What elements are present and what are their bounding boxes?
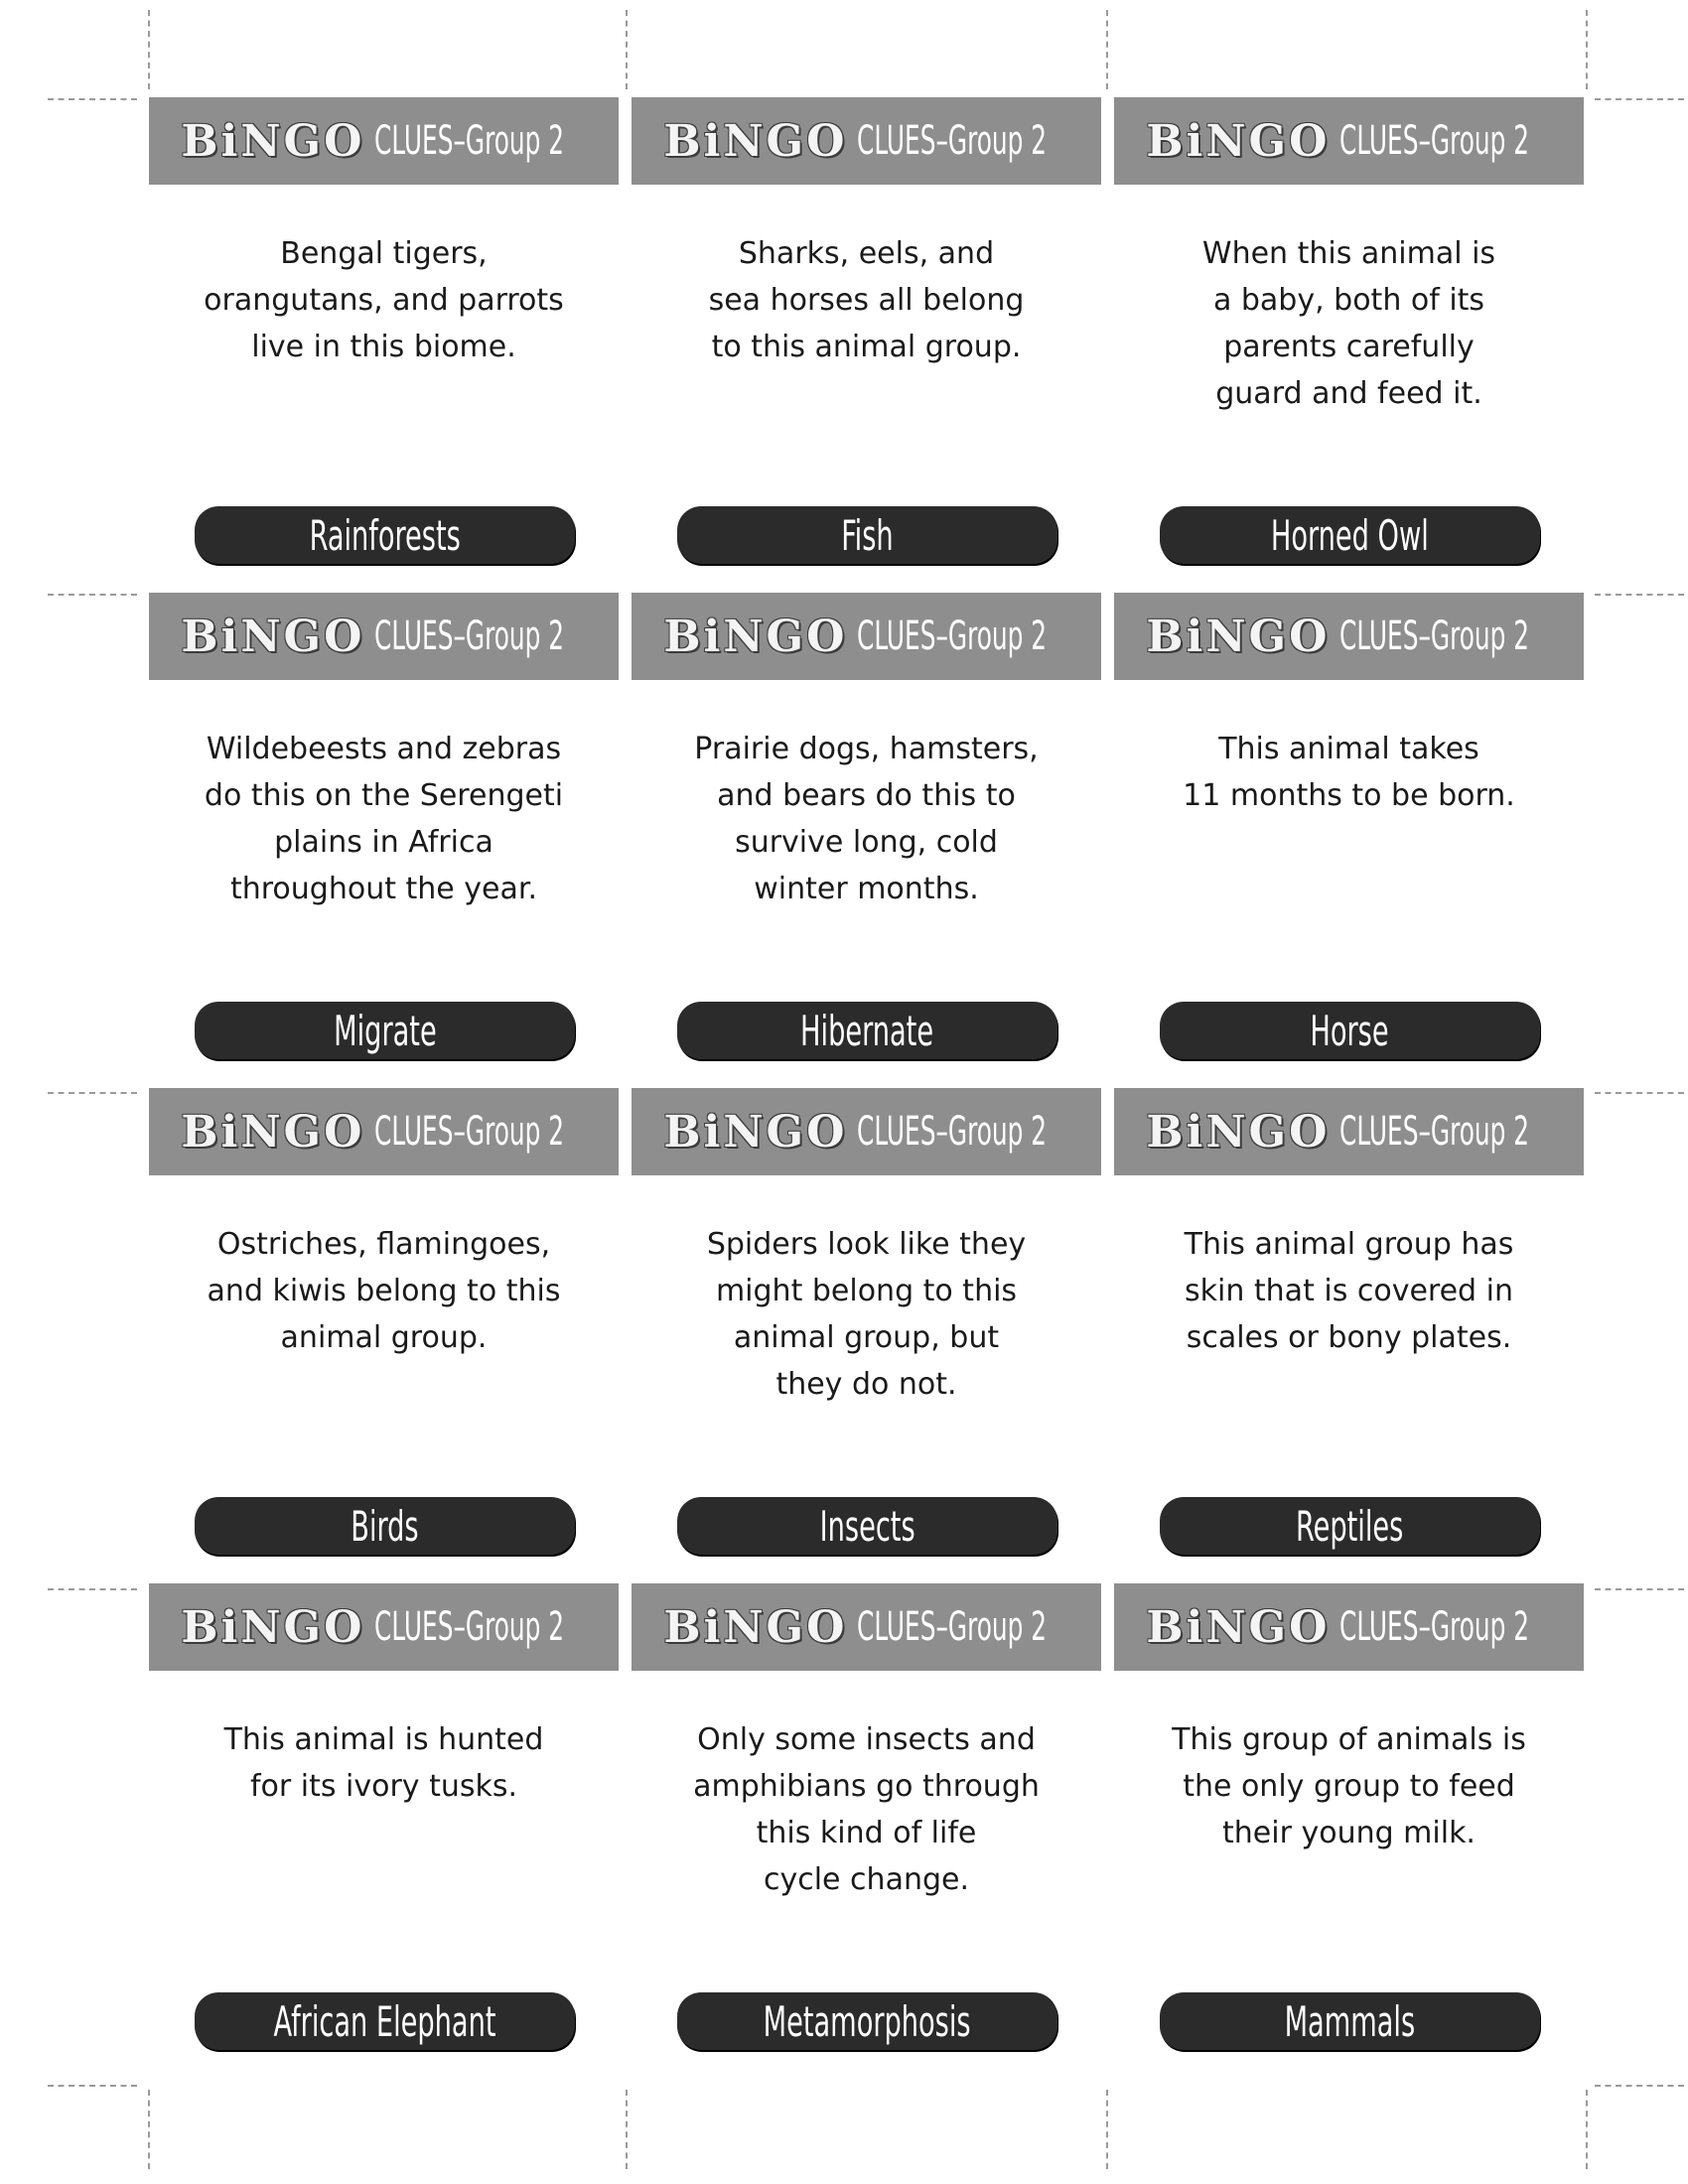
card-header [149, 1088, 619, 1175]
answer-badge [677, 1002, 1057, 1059]
clue-text: Prairie dogs, hamsters, and bears do this to survive long, cold winter months. [694, 732, 1039, 906]
cut-mark-left-3 [48, 1092, 137, 1094]
answer-badge [1160, 506, 1540, 564]
answer-badge [195, 1992, 575, 2050]
card-header [1114, 1583, 1584, 1671]
answer-badge [1160, 1002, 1540, 1059]
clues-group-label: CLUES–Group 2 [1339, 1604, 1530, 1650]
answer-label: Hibernate [800, 1006, 934, 1055]
bingo-logo: BiNGO [1146, 115, 1331, 167]
answer-badge [195, 1002, 575, 1059]
bingo-card [149, 97, 619, 593]
answer-badge [1160, 1497, 1540, 1555]
answer-label: Horse [1310, 1006, 1390, 1055]
bingo-card [149, 1583, 619, 2079]
card-header [149, 593, 619, 680]
bingo-logo: BiNGO [663, 115, 848, 167]
bingo-card [149, 593, 619, 1088]
cut-mark-bottom-1 [148, 2090, 150, 2169]
cut-mark-right-2 [1595, 594, 1684, 596]
bingo-card [632, 97, 1101, 593]
bingo-logo: BiNGO [663, 1601, 848, 1653]
card-header [632, 97, 1101, 185]
clues-group-label: CLUES–Group 2 [1339, 614, 1530, 659]
card-header [1114, 97, 1584, 185]
answer-label: Insects [819, 1501, 915, 1551]
clues-group-label: CLUES–Group 2 [374, 1604, 565, 1650]
bingo-logo: BiNGO [181, 1106, 365, 1158]
bingo-card [1114, 593, 1584, 1088]
answer-badge [677, 506, 1057, 564]
answer-label: Horned Owl [1271, 510, 1429, 560]
answer-label: Rainforests [309, 510, 461, 560]
cut-mark-right-5 [1595, 2085, 1684, 2087]
answer-label: Metamorphosis [764, 1996, 971, 2046]
bingo-logo: BiNGO [181, 611, 365, 662]
bingo-card [1114, 97, 1584, 593]
answer-label: Reptiles [1296, 1501, 1404, 1551]
answer-label: Mammals [1284, 1996, 1416, 2046]
cut-mark-top-4 [1586, 10, 1588, 89]
bingo-logo: BiNGO [663, 611, 848, 662]
card-header [632, 1583, 1101, 1671]
card-header [632, 593, 1101, 680]
bingo-card [632, 1583, 1101, 2079]
answer-label: Birds [351, 1501, 419, 1551]
clue-text: This animal group has skin that is covered in scales or bony plates. [1184, 1227, 1514, 1355]
cut-mark-left-1 [48, 98, 137, 100]
bingo-logo: BiNGO [181, 1601, 365, 1653]
answer-label: Fish [841, 510, 894, 560]
card-header [1114, 593, 1584, 680]
cut-mark-top-3 [1106, 10, 1108, 89]
clue-text: This group of animals is the only group to feed their young milk. [1172, 1722, 1526, 1850]
bingo-card [1114, 1088, 1584, 1583]
answer-label: African Elephant [273, 1996, 496, 2046]
answer-label: Migrate [333, 1006, 437, 1055]
clue-text: When this animal is a baby, both of its parents carefully guard and feed it. [1201, 236, 1496, 411]
clues-group-label: CLUES–Group 2 [857, 1109, 1048, 1155]
cut-mark-right-4 [1595, 1588, 1684, 1590]
clue-text: Only some insects and amphibians go through this kind of life cycle change. [693, 1722, 1040, 1897]
cut-mark-right-1 [1595, 98, 1684, 100]
bingo-card [632, 1088, 1101, 1583]
cut-mark-top-2 [626, 10, 628, 89]
cut-mark-bottom-4 [1586, 2090, 1588, 2169]
clue-text: Ostriches, flamingoes, and kiwis belong to this animal group. [207, 1227, 561, 1355]
clue-text: This animal takes 11 months to be born. [1183, 732, 1515, 813]
answer-badge [1160, 1992, 1540, 2050]
clues-group-label: CLUES–Group 2 [1339, 1109, 1530, 1155]
clue-text: This animal is hunted for its ivory tusks. [223, 1722, 544, 1804]
card-header [149, 97, 619, 185]
clue-text: Spiders look like they might belong to this animal group, but they do not. [706, 1227, 1027, 1402]
answer-badge [677, 1992, 1057, 2050]
bingo-card [632, 593, 1101, 1088]
bingo-logo: BiNGO [181, 115, 365, 167]
answer-badge [195, 506, 575, 564]
cut-mark-bottom-3 [1106, 2090, 1108, 2169]
clues-group-label: CLUES–Group 2 [374, 118, 565, 164]
card-header [1114, 1088, 1584, 1175]
clue-text: Bengal tigers, orangutans, and parrots live in this biome. [204, 236, 564, 364]
bingo-logo: BiNGO [663, 1106, 848, 1158]
answer-badge [677, 1497, 1057, 1555]
cut-mark-right-3 [1595, 1092, 1684, 1094]
clues-group-label: CLUES–Group 2 [857, 614, 1048, 659]
clues-group-label: CLUES–Group 2 [1339, 118, 1530, 164]
bingo-card [1114, 1583, 1584, 2079]
cut-mark-left-2 [48, 594, 137, 596]
bingo-card-grid [149, 97, 1585, 2079]
clues-group-label: CLUES–Group 2 [857, 1604, 1048, 1650]
cut-mark-left-5 [48, 2085, 137, 2087]
clues-group-label: CLUES–Group 2 [374, 614, 565, 659]
bingo-logo: BiNGO [1146, 1601, 1331, 1653]
card-header [632, 1088, 1101, 1175]
clue-text: Sharks, eels, and sea horses all belong to this animal group. [708, 236, 1025, 364]
cut-mark-top-1 [148, 10, 150, 89]
clues-group-label: CLUES–Group 2 [374, 1109, 565, 1155]
bingo-card [149, 1088, 619, 1583]
card-header [149, 1583, 619, 1671]
cut-mark-left-4 [48, 1588, 137, 1590]
bingo-logo: BiNGO [1146, 1106, 1331, 1158]
bingo-logo: BiNGO [1146, 611, 1331, 662]
clues-group-label: CLUES–Group 2 [857, 118, 1048, 164]
cut-mark-bottom-2 [626, 2090, 628, 2169]
clue-text: Wildebeests and zebras do this on the Serengeti plains in Africa throughout the year. [204, 732, 564, 906]
answer-badge [195, 1497, 575, 1555]
